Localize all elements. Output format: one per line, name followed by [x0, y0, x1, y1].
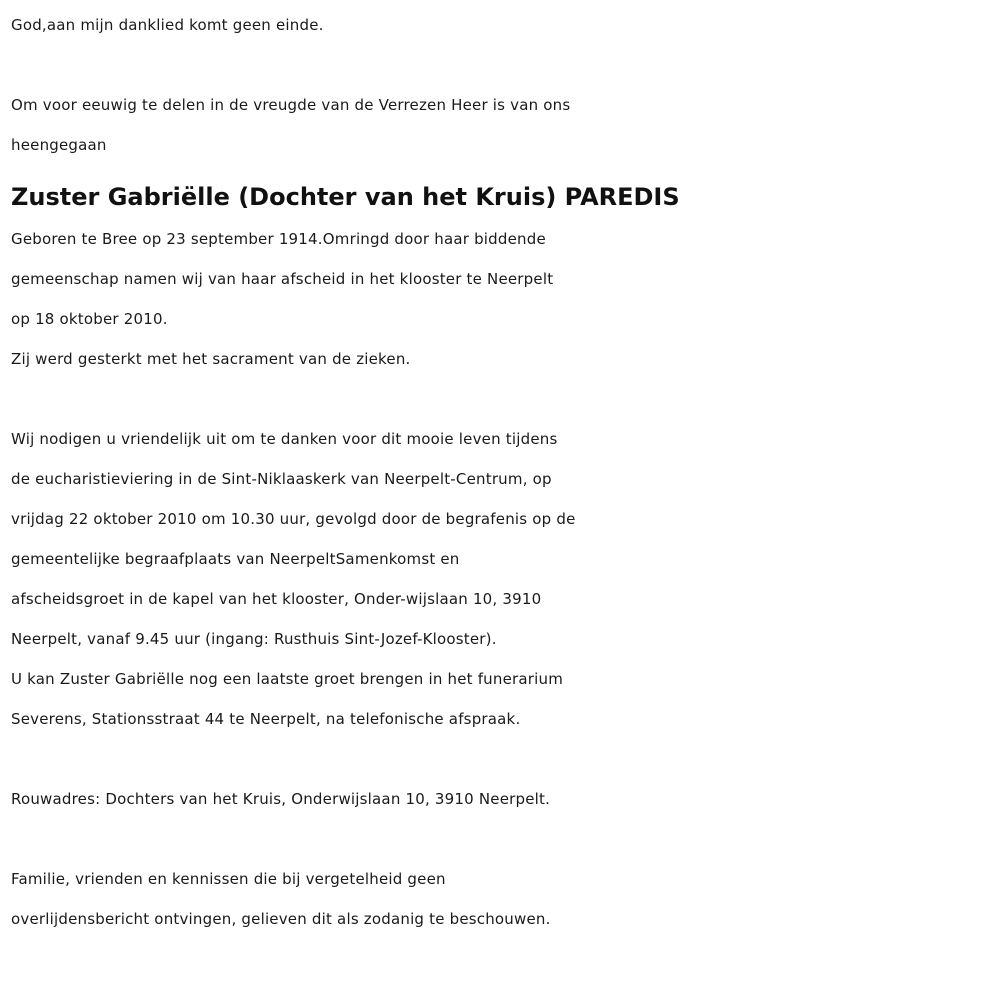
details-line: gemeenschap namen wij van haar afscheid in het klooster te Neerpelt: [11, 270, 554, 288]
spacer: [11, 379, 991, 419]
ceremony-line: de eucharistieviering in de Sint-Niklaaskerk van Neerpelt-Centrum, op: [11, 470, 552, 488]
spacer: [11, 739, 991, 779]
deceased-name: Zuster Gabriëlle (Dochter van het Kruis) PAREDIS: [11, 183, 680, 211]
spacer: [11, 819, 991, 859]
spacer: [11, 45, 991, 85]
obituary-document: [11, 5, 991, 939]
ceremony-line: Neerpelt, vanaf 9.45 uur (ingang: Rusthuis Sint-Jozef-Klooster).: [11, 630, 497, 648]
details-line: Zij werd gesterkt met het sacrament van de zieken.: [11, 350, 411, 368]
announcement-line: heengegaan: [11, 136, 107, 154]
ceremony-line: afscheidsgroet in de kapel van het klooster, Onder-wijslaan 10, 3910: [11, 590, 542, 608]
ceremony-line: U kan Zuster Gabriëlle nog een laatste groet brengen in het funerarium: [11, 670, 564, 688]
ceremony-line: vrijdag 22 oktober 2010 om 10.30 uur, gevolgd door de begrafenis op de: [11, 510, 576, 528]
details-line: op 18 oktober 2010.: [11, 310, 168, 328]
opening-verse: God,aan mijn danklied komt geen einde.: [11, 16, 324, 34]
closing-line: overlijdensbericht ontvingen, gelieven dit als zodanig te beschouwen.: [11, 910, 551, 928]
ceremony-line: gemeentelijke begraafplaats van NeerpeltSamenkomst en: [11, 550, 460, 568]
ceremony-line: Wij nodigen u vriendelijk uit om te danken voor dit mooie leven tijdens: [11, 430, 558, 448]
announcement-line: Om voor eeuwig te delen in de vreugde van de Verrezen Heer is van ons: [11, 96, 571, 114]
ceremony-line: Severens, Stationsstraat 44 te Neerpelt, na telefonische afspraak.: [11, 710, 521, 728]
closing-line: Familie, vrienden en kennissen die bij vergetelheid geen: [11, 870, 446, 888]
mourning-address: Rouwadres: Dochters van het Kruis, Onderwijslaan 10, 3910 Neerpelt.: [11, 790, 551, 808]
details-line: Geboren te Bree op 23 september 1914.Omringd door haar biddende: [11, 230, 546, 248]
